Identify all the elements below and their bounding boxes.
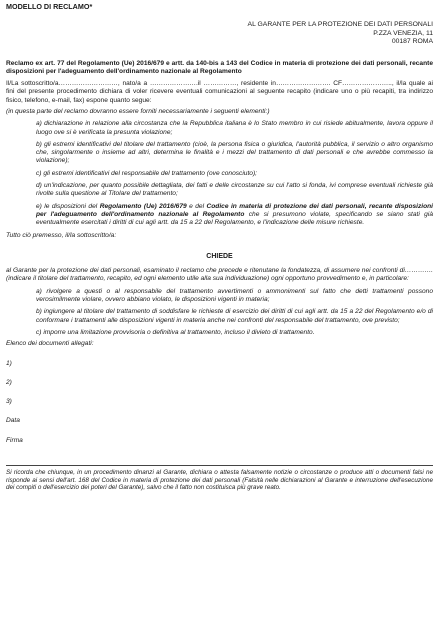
item-e-text-2: e del xyxy=(186,202,207,210)
recipient-address xyxy=(6,21,433,46)
footer-divider xyxy=(6,465,433,466)
chiede-heading: CHIEDE xyxy=(206,252,233,260)
attachment-line-1: 1) xyxy=(6,359,12,367)
recipient-line-2: P.ZZA VENEZIA, 11 xyxy=(373,29,433,37)
item-e-bold-2: Codice in materia di protezione dei dati personali, recante disposizioni per l'adeguamento dell'ordinamento nazionale al Regolamento xyxy=(36,202,434,218)
attachment-line-3: 3) xyxy=(6,398,12,406)
request-item-b: b) ingiungere al titolare del trattamento di soddisfare le richieste di esercizio dei diritti di cui agli artt. da 15 a 22 del Regolamento e/o di conformare i trattamenti alle disposizioni vigenti in materia anche nei confronti del responsabile del trattamento, ove previsto; xyxy=(36,308,433,324)
item-e-bold-1: Regolamento (Ue) 2016/679 xyxy=(99,202,187,210)
premise-sentence: Tutto ciò premesso, il/la sottoscritto/a: xyxy=(6,231,117,239)
date-label: Data xyxy=(6,417,20,425)
recipient-line-1: AL GARANTE PER LA PROTEZIONE DEI DATI PERSONALI xyxy=(247,21,433,29)
signature-label: Firma xyxy=(6,436,23,444)
attachments-title: Elenco dei documenti allegati: xyxy=(6,340,94,348)
declaration-paragraph: Il/La sottoscritto/a………………………, nato/a a ………………….il ……………, residente in……………………. CF………………….., il/la quale ai fini del presente procedimento dichiara di voler ricevere eventuali comunicazioni al seguente recapito (indicare uno o più recapiti, tra indirizzo fisico, telefono, e-mail, fax) espone quanto segue: xyxy=(6,80,433,104)
item-d: d) un'indicazione, per quanto possibile dettagliata, dei fatti e delle circostanze su cui l'atto si fonda, ivi comprese eventuali richieste già rivolte sulla questione al Titolare del trattamento; xyxy=(36,182,433,198)
legal-footnote: Si ricorda che chiunque, in un procedimento dinanzi al Garante, dichiara o attesta falsamente notizie o circostanze o produce atti o documenti falsi ne risponde ai sensi dell'art. 168 del Codice in materia di protezione dei dati personali (Falsità nelle dichiarazioni al Garante e interruzione dell'esecuzione dei compiti o dell'esercizio dei poteri del Garante), salvo che il fatto non costituisca più grave reato. xyxy=(6,469,433,492)
item-e xyxy=(36,203,433,228)
request-item-a: a) rivolgere a questi o al responsabile del trattamento avvertimenti o ammonimenti sul fatto che detti trattamenti possono verosimilmente violare, ovvero abbiano violato, le disposizioni vigenti in materia; xyxy=(36,287,433,304)
item-e-text-1: e) le disposizioni del xyxy=(36,202,100,210)
attachment-line-2: 2) xyxy=(6,378,12,386)
item-a: a) dichiarazione in relazione alla circostanza che la Repubblica italiana è lo Stato membro in cui risiede abitualmente, lavora oppure il luogo ove si è verificata la presunta violazione; xyxy=(36,120,433,136)
complaint-subject: Reclamo ex art. 77 del Regolamento (Ue) 2016/679 e artt. da 140-bis a 143 del Codice in materia di protezione dei dati personali, recante disposizioni per l'adeguamento dell'ordinamento nazionale al Regolamento xyxy=(6,59,433,75)
section-intro: (in questa parte del reclamo dovranno essere forniti necessariamente i seguenti elementi:) xyxy=(6,108,270,115)
request-paragraph: al Garante per la protezione dei dati personali, esaminato il reclamo che precede e ritenutane la fondatezza, di assumere nei confronti di………….(indicare il titolare del trattamento, recapito, ed ogni elemento utile alla sua individuazione) ogni opportuno provvedimento e, in particolare: xyxy=(6,267,433,283)
item-e-text-3: che si presumono violate, specificando se siano stati già eventualmente esercitati i diritti di cui agli artt. da 15 a 22 del Regolamento, e l'indicazione delle misure richieste. xyxy=(36,210,433,227)
item-c: c) gli estremi identificativi del responsabile del trattamento (ove conosciuto); xyxy=(36,169,257,177)
request-item-c: c) imporre una limitazione provvisoria o definitiva al trattamento, incluso il divieto di trattamento. xyxy=(36,328,315,336)
item-b: b) gli estremi identificativi del titolare del trattamento (cioè, la persona fisica o giuridica, l'autorità pubblica, il servizio o altro organismo che, singolarmente o insieme ad altri, determina le finalità e i mezzi del trattamento di dati personali e che avrebbe commesso la violazione); xyxy=(36,140,433,165)
recipient-line-3: 00187 ROMA xyxy=(391,38,433,46)
model-title: MODELLO DI RECLAMO* xyxy=(6,2,93,11)
